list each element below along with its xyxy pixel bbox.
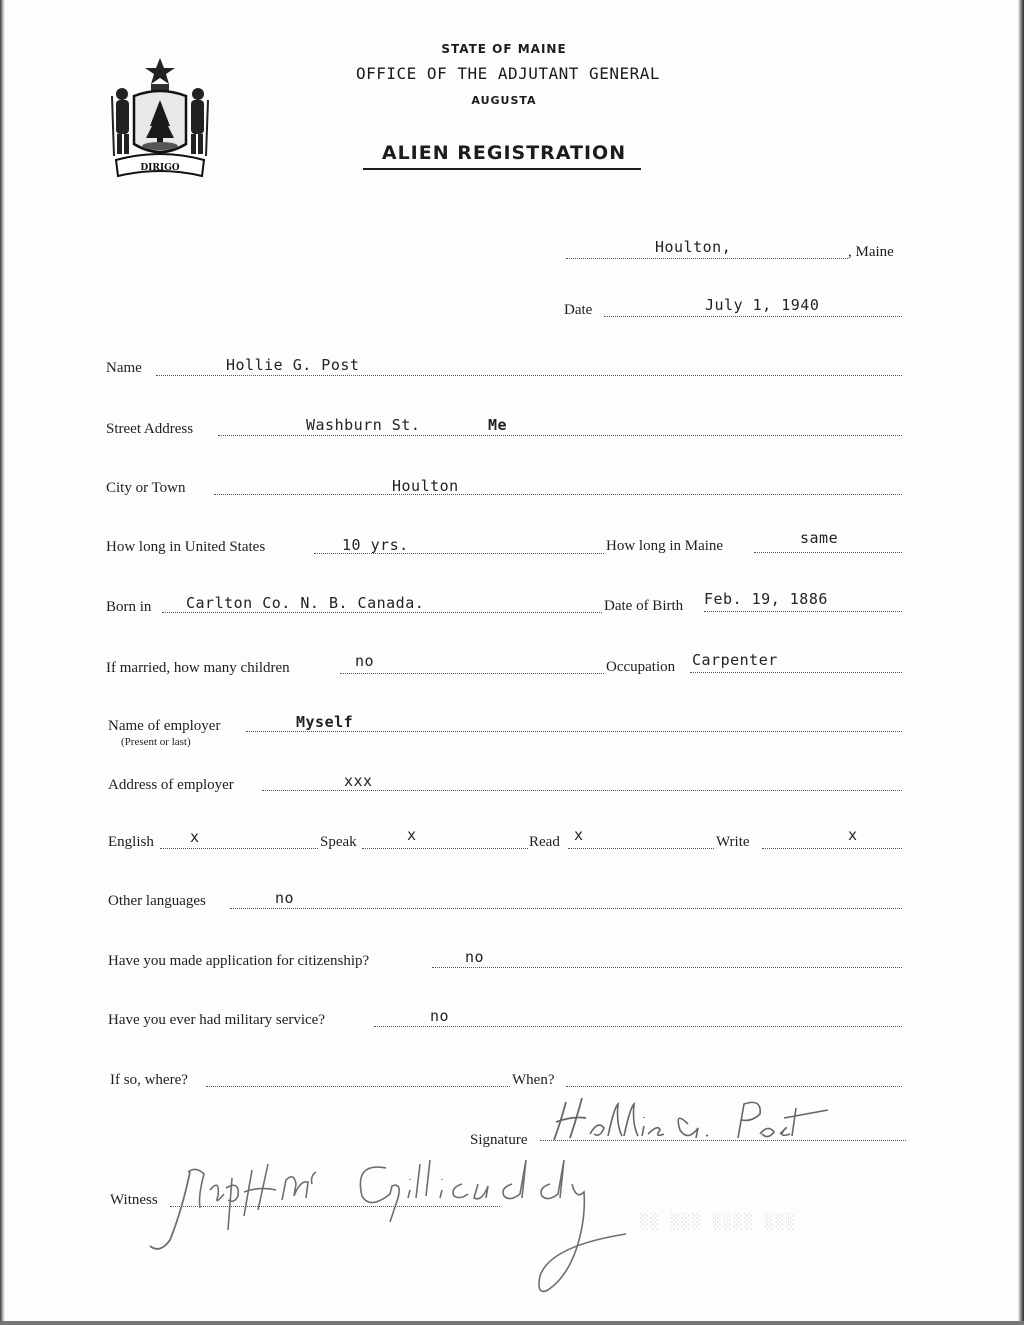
born-label: Born in [106, 599, 152, 615]
street-value: Washburn St. [306, 416, 421, 434]
other-languages-label: Other languages [108, 893, 206, 909]
city-line [214, 494, 902, 495]
write-value: x [848, 826, 858, 844]
other-languages-value: no [275, 889, 295, 907]
employer-sublabel: (Present or last) [121, 736, 191, 748]
occupation-value: Carpenter [692, 651, 778, 669]
date-label: Date [564, 302, 593, 318]
occupation-line [690, 672, 902, 673]
speak-label: Speak [320, 834, 357, 850]
maine-duration-line [754, 552, 902, 553]
military-line [374, 1026, 902, 1027]
place-value: Houlton, [655, 238, 732, 256]
us-duration-label: How long in United States [106, 539, 266, 555]
place-suffix: , Maine [848, 244, 894, 260]
children-label: If married, how many children [106, 660, 290, 676]
when-line [566, 1086, 902, 1087]
date-value: July 1, 1940 [705, 296, 820, 314]
city-label: City or Town [106, 480, 186, 496]
signature-label: Signature [470, 1132, 528, 1148]
military-value: no [430, 1007, 450, 1025]
form-title: ALIEN REGISTRATION [381, 142, 627, 164]
citizenship-label: Have you made application for citizenship? [108, 953, 370, 969]
born-line [162, 612, 602, 613]
citizenship-value: no [465, 948, 485, 966]
scan-edge-right [1018, 0, 1024, 1325]
street-label: Street Address [106, 421, 194, 437]
scan-edge-bottom [0, 1321, 1024, 1325]
title-underline [363, 168, 641, 170]
read-value: x [574, 826, 584, 844]
maine-duration-value: same [800, 529, 839, 547]
where-line [206, 1086, 510, 1087]
name-label: Name [106, 360, 142, 376]
street-line [218, 435, 902, 436]
military-label: Have you ever had military service? [108, 1012, 325, 1028]
dob-value: Feb. 19, 1886 [704, 590, 828, 608]
english-line [160, 848, 318, 849]
employer-address-line [262, 790, 902, 791]
employer-line [246, 731, 902, 732]
city-value: Houlton [392, 477, 459, 495]
born-value: Carlton Co. N. B. Canada. [186, 594, 425, 612]
employer-label: Name of employer [108, 718, 221, 734]
write-line [762, 848, 902, 849]
name-value: Hollie G. Post [226, 356, 360, 374]
signature-handwriting [538, 1094, 838, 1150]
employer-value: Myself [296, 713, 354, 731]
where-label: If so, where? [110, 1072, 188, 1088]
name-line [156, 375, 902, 376]
when-label: When? [512, 1072, 555, 1088]
english-value: x [190, 828, 200, 846]
write-label: Write [716, 834, 750, 850]
children-line [340, 673, 604, 674]
state-heading: STATE OF MAINE [441, 42, 567, 56]
date-line [604, 316, 902, 317]
children-value: no [355, 652, 375, 670]
street-state: Me [488, 416, 508, 434]
read-line [568, 848, 714, 849]
english-label: English [108, 834, 154, 850]
seal-motto: DIRIGO [140, 163, 180, 173]
citizenship-line [432, 967, 902, 968]
scan-edge-left [0, 0, 5, 1325]
read-label: Read [529, 834, 560, 850]
us-duration-value: 10 yrs. [342, 536, 409, 554]
witness-label: Witness [110, 1192, 158, 1208]
city-heading: AUGUSTA [471, 94, 537, 107]
dob-label: Date of Birth [604, 598, 684, 614]
place-line [566, 258, 848, 259]
occupation-label: Occupation [606, 659, 676, 675]
employer-address-value: xxx [344, 772, 373, 790]
speak-value: x [407, 826, 417, 844]
speak-line [362, 848, 528, 849]
faint-stamp: ░░ ░░░ ░░░░ ░░░ [640, 1214, 797, 1230]
witness-handwriting [140, 1150, 640, 1300]
maine-duration-label: How long in Maine [606, 538, 724, 554]
employer-address-label: Address of employer [108, 777, 234, 793]
dob-line [704, 611, 902, 612]
other-languages-line [230, 908, 902, 909]
office-heading: OFFICE OF THE ADJUTANT GENERAL [356, 64, 660, 83]
